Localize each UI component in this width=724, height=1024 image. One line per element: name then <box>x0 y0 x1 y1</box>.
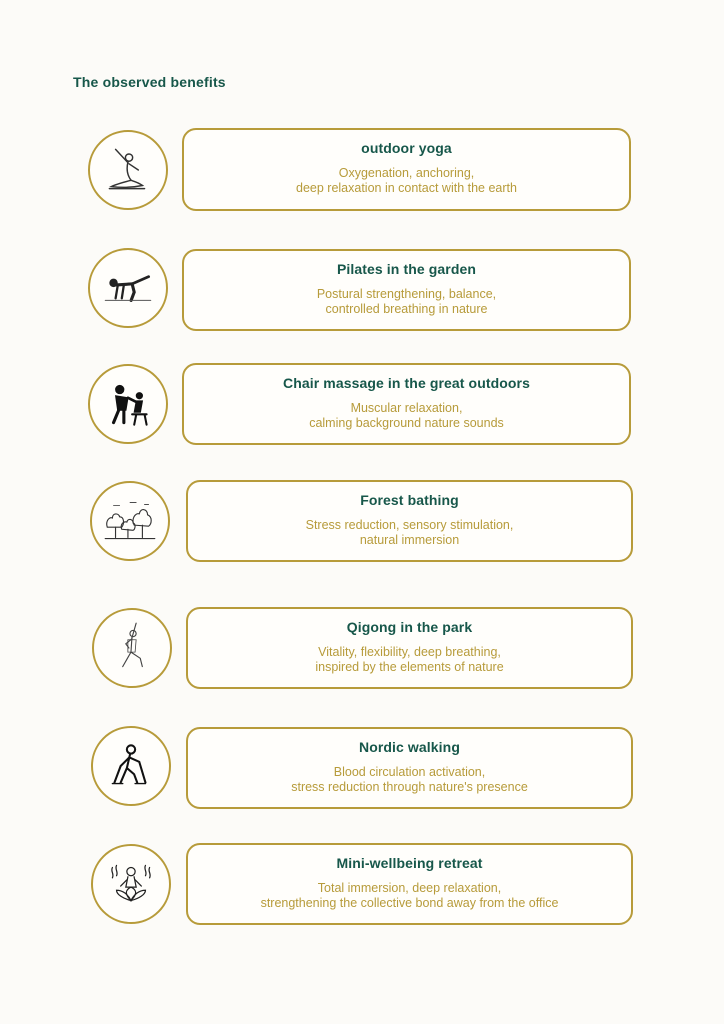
activity-row-forest-bathing <box>0 479 724 565</box>
activity-row-wellbeing-retreat <box>0 842 724 928</box>
page-heading: The observed benefits <box>73 74 226 90</box>
activity-card <box>182 128 631 211</box>
activity-title: Mini-wellbeing retreat <box>336 855 483 871</box>
forest-trees-icon <box>90 481 170 561</box>
activity-card <box>182 249 631 331</box>
activity-card <box>186 843 633 925</box>
activity-description: Postural strengthening, balance, controlled breathing in nature <box>316 287 497 316</box>
activity-row-pilates <box>0 248 724 334</box>
activity-title: Qigong in the park <box>346 619 473 635</box>
activity-row-chair-massage <box>0 362 724 448</box>
activity-card <box>186 607 633 689</box>
activity-title: Pilates in the garden <box>336 261 477 277</box>
activity-title: outdoor yoga <box>361 140 452 156</box>
activity-description: Oxygenation, anchoring, deep relaxation in contact with the earth <box>296 166 517 195</box>
activity-title: Nordic walking <box>359 739 460 755</box>
activity-description: Stress reduction, sensory stimulation, natural immersion <box>305 518 514 547</box>
qigong-pose-icon <box>92 608 172 688</box>
pilates-pose-icon <box>88 248 168 328</box>
activity-row-yoga <box>0 128 724 214</box>
activity-card <box>182 363 631 445</box>
activity-row-qigong <box>0 606 724 692</box>
chair-massage-icon <box>88 364 168 444</box>
meditation-lotus-icon <box>91 844 171 924</box>
activity-description: Muscular relaxation, calming background nature sounds <box>309 401 504 430</box>
yoga-pose-icon <box>88 130 168 210</box>
activity-card <box>186 480 633 562</box>
nordic-walking-icon <box>91 726 171 806</box>
activity-description: Total immersion, deep relaxation, strengthening the collective bond away from the office <box>260 881 559 910</box>
activity-title: Forest bathing <box>360 492 459 508</box>
activity-title: Chair massage in the great outdoors <box>283 375 530 391</box>
activity-card <box>186 727 633 809</box>
activity-description: Vitality, flexibility, deep breathing, inspired by the elements of nature <box>315 645 504 674</box>
activity-row-nordic-walking <box>0 724 724 810</box>
activity-description: Blood circulation activation, stress reduction through nature's presence <box>291 765 528 794</box>
